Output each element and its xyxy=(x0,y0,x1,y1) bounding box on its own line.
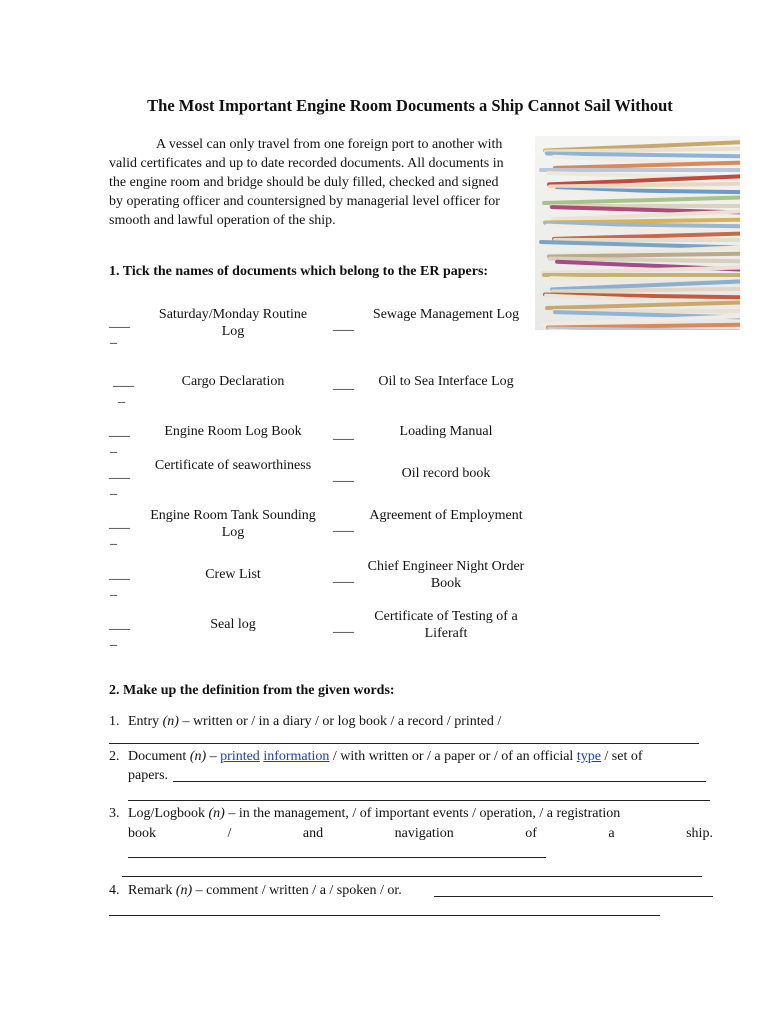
word: ship. xyxy=(686,826,713,841)
word: a xyxy=(608,826,615,841)
document-name-right: Certificate of Testing of a Liferaft xyxy=(374,609,518,641)
definition-number: 2. xyxy=(109,749,120,764)
definition-number: 3. xyxy=(109,806,120,821)
part-of-speech: (n) xyxy=(175,883,193,898)
tick-blank-left[interactable]: ___ _ xyxy=(109,567,130,598)
document-name-left: Certificate of seaworthiness xyxy=(154,458,312,473)
answer-line[interactable] xyxy=(109,915,660,916)
definition-words: – in the management, / of important events / operation, / a registration xyxy=(224,806,621,821)
answer-line[interactable] xyxy=(128,857,546,858)
definition-3 xyxy=(109,804,713,823)
tick-blank-right[interactable]: ___ xyxy=(333,377,354,392)
word: navigation xyxy=(394,826,454,841)
document-name-right: Agreement of Employment xyxy=(369,508,523,523)
tick-blank-left[interactable]: ___ _ xyxy=(109,424,130,455)
document-name-right: Oil to Sea Interface Log xyxy=(378,374,514,389)
word: and xyxy=(302,826,324,841)
link-information[interactable]: information xyxy=(263,749,330,764)
definition-words: papers. xyxy=(128,768,169,783)
definition-term: Log/Logbook xyxy=(128,806,205,821)
link-type[interactable]: type xyxy=(576,749,601,764)
dash: – xyxy=(206,749,221,764)
document-name-left: Engine Room Log Book xyxy=(164,424,302,439)
word: of xyxy=(525,826,537,841)
document-name-right: Oil record book xyxy=(401,466,491,481)
document-name-left: Saturday/Monday Routine Log xyxy=(158,307,308,339)
definition-1 xyxy=(109,712,501,731)
part-of-speech: (n) xyxy=(208,806,225,821)
section2-heading: 2. Make up the definition from the given words: xyxy=(109,683,395,698)
document-name-right: Loading Manual xyxy=(399,424,493,439)
definition-3-justified-line xyxy=(128,824,713,843)
tick-blank-right[interactable]: ___ xyxy=(333,519,354,534)
document-name-right: Chief Engineer Night Order Book xyxy=(367,559,525,591)
definition-words: – comment / written / a / spoken / or. xyxy=(192,883,402,898)
answer-line[interactable] xyxy=(173,781,706,782)
definition-number: 1. xyxy=(109,714,120,729)
answer-line[interactable] xyxy=(122,876,702,877)
stack-of-papers-photo xyxy=(535,136,740,330)
definition-words-end: / set of xyxy=(600,749,643,764)
definition-number: 4. xyxy=(109,883,120,898)
tick-blank-left[interactable]: ___ _ xyxy=(109,315,130,346)
definition-words: – written or / in a diary / or log book / a record / printed / xyxy=(178,714,502,729)
word: book xyxy=(128,826,156,841)
tick-blank-right[interactable]: ___ xyxy=(333,318,354,333)
tick-blank-right[interactable]: ___ xyxy=(333,469,354,484)
definition-term: Remark xyxy=(128,883,173,898)
intro-paragraph: A vessel can only travel from one foreign port to another with valid certificates and up to date recorded documents. All documents in the engine room and bridge should be duly filled, checked and signed by operating officer and countersigned by managerial level officer for smooth and lawful operation of the ship. xyxy=(109,137,504,228)
word: / xyxy=(227,826,232,841)
definition-2-continued xyxy=(128,766,168,785)
tick-blank-left[interactable]: ___ _ xyxy=(113,374,134,405)
definition-4 xyxy=(109,881,402,900)
document-name-left: Engine Room Tank Sounding Log xyxy=(150,508,316,540)
definition-words: / with written or / a paper or / of an official xyxy=(329,749,577,764)
section1-heading: 1. Tick the names of documents which belong to the ER papers: xyxy=(109,264,489,279)
document-name-right: Sewage Management Log xyxy=(372,307,520,322)
page-title: The Most Important Engine Room Documents a Ship Cannot Sail Without xyxy=(147,96,673,115)
answer-line[interactable] xyxy=(434,896,713,897)
definition-term: Entry xyxy=(128,714,160,729)
document-name-left: Crew List xyxy=(205,567,261,582)
document-name-left: Seal log xyxy=(210,617,256,632)
answer-line[interactable] xyxy=(109,743,699,744)
tick-blank-right[interactable]: ___ xyxy=(333,570,354,585)
answer-line[interactable] xyxy=(128,800,710,801)
part-of-speech: (n) xyxy=(189,749,207,764)
tick-blank-right[interactable]: ___ xyxy=(333,620,354,635)
tick-blank-left[interactable]: ___ _ xyxy=(109,466,130,497)
tick-blank-left[interactable]: ___ _ xyxy=(109,516,130,547)
definition-term: Document xyxy=(128,749,187,764)
tick-blank-left[interactable]: ___ _ xyxy=(109,617,130,648)
tick-blank-right[interactable]: ___ xyxy=(333,427,354,442)
link-printed[interactable]: printed xyxy=(220,749,260,764)
document-name-left: Cargo Declaration xyxy=(181,374,285,389)
definition-2 xyxy=(109,747,643,766)
part-of-speech: (n) xyxy=(162,714,179,729)
